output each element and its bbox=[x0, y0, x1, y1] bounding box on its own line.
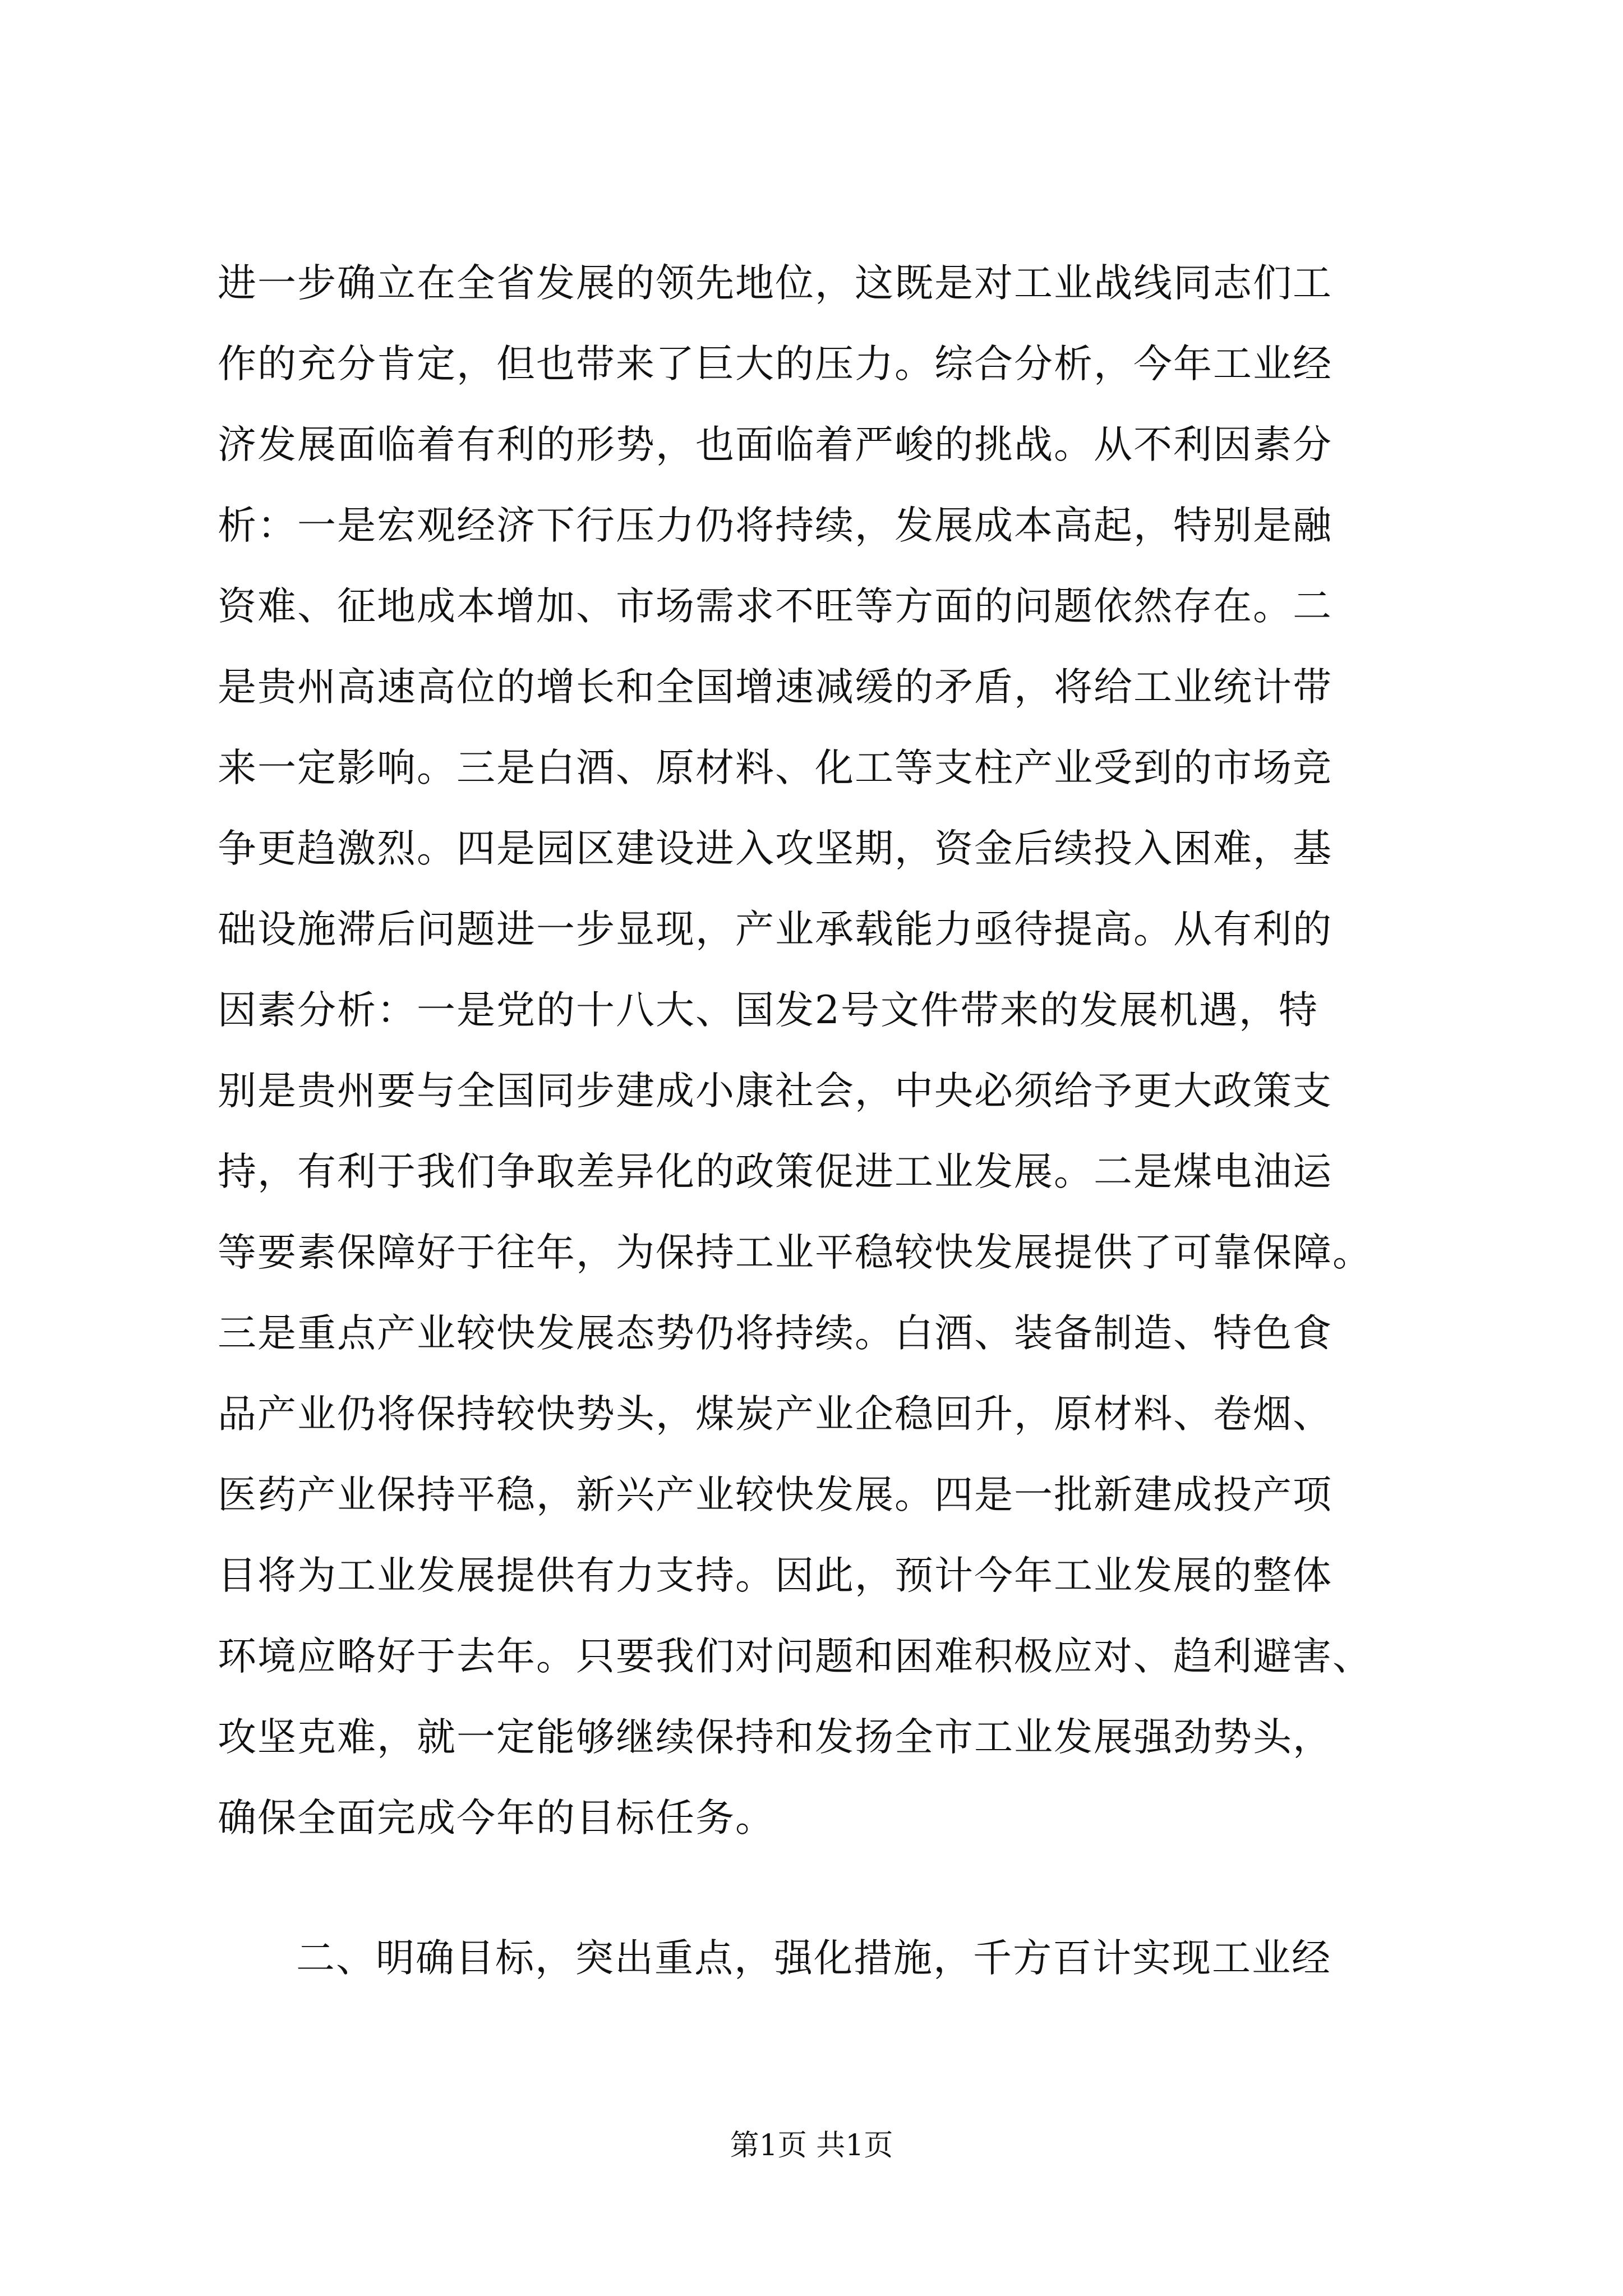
paragraph-spacer bbox=[218, 1858, 1423, 1918]
paragraph-line: 别是贵州要与全国同步建成小康社会，中央必须给予更大政策支 bbox=[218, 1069, 1332, 1114]
paragraph-line: 品产业仍将保持较快势头，煤炭产业企稳回升，原材料、卷烟、 bbox=[218, 1392, 1332, 1437]
paragraph-line: 争更趋激烈。四是园区建设进入攻坚期，资金后续投入困难，基 bbox=[218, 826, 1332, 871]
paragraph-line: 资难、征地成本增加、市场需求不旺等方面的问题依然存在。二 bbox=[218, 584, 1332, 629]
paragraph-line: 是贵州高速高位的增长和全国增速减缓的矛盾，将给工业统计带 bbox=[218, 665, 1332, 710]
paragraph-line: 济发展面临着有利的形势，也面临着严峻的挑战。从不利因素分 bbox=[218, 422, 1332, 467]
paragraph-line: 环境应略好于去年。只要我们对问题和困难积极应对、趋利避害、 bbox=[218, 1634, 1372, 1679]
paragraph-line: 医药产业保持平稳，新兴产业较快发展。四是一批新建成投产项 bbox=[218, 1473, 1332, 1517]
page-number: 第1页 共1页 bbox=[730, 2129, 893, 2162]
paragraph-line: 进一步确立在全省发展的领先地位，这既是对工业战线同志们工 bbox=[218, 261, 1332, 306]
paragraph-line: 三是重点产业较快发展态势仍将持续。白酒、装备制造、特色食 bbox=[218, 1311, 1332, 1356]
paragraph-line: 持，有利于我们争取差异化的政策促进工业发展。二是煤电油运 bbox=[218, 1149, 1332, 1194]
paragraph-line: 等要素保障好于往年，为保持工业平稳较快发展提供了可靠保障。 bbox=[218, 1230, 1372, 1275]
paragraph-line: 攻坚克难，就一定能够继续保持和发扬全市工业发展强劲势头， bbox=[218, 1715, 1332, 1760]
paragraph-line: 目将为工业发展提供有力支持。因此，预计今年工业发展的整体 bbox=[218, 1553, 1332, 1598]
paragraph-line: 因素分析：一是党的十八大、国发2号文件带来的发展机遇，特 bbox=[218, 988, 1318, 1033]
page-footer bbox=[0, 2126, 1623, 2165]
paragraph-line: 础设施滞后问题进一步显现，产业承载能力亟待提高。从有利的 bbox=[218, 907, 1332, 952]
paragraph-line: 来一定影响。三是白酒、原材料、化工等支柱产业受到的市场竞 bbox=[218, 746, 1332, 790]
paragraph-line: 确保全面完成今年的目标任务。 bbox=[218, 1796, 775, 1841]
paragraph-line: 作的充分肯定，但也带来了巨大的压力。综合分析，今年工业经 bbox=[218, 342, 1332, 386]
paragraph-line: 析：一是宏观经济下行压力仍将持续，发展成本高起，特别是融 bbox=[218, 503, 1332, 548]
body-text bbox=[218, 243, 1423, 1999]
section-heading: 二、明确目标，突出重点，强化措施，千方百计实现工业经 bbox=[296, 1936, 1331, 1981]
